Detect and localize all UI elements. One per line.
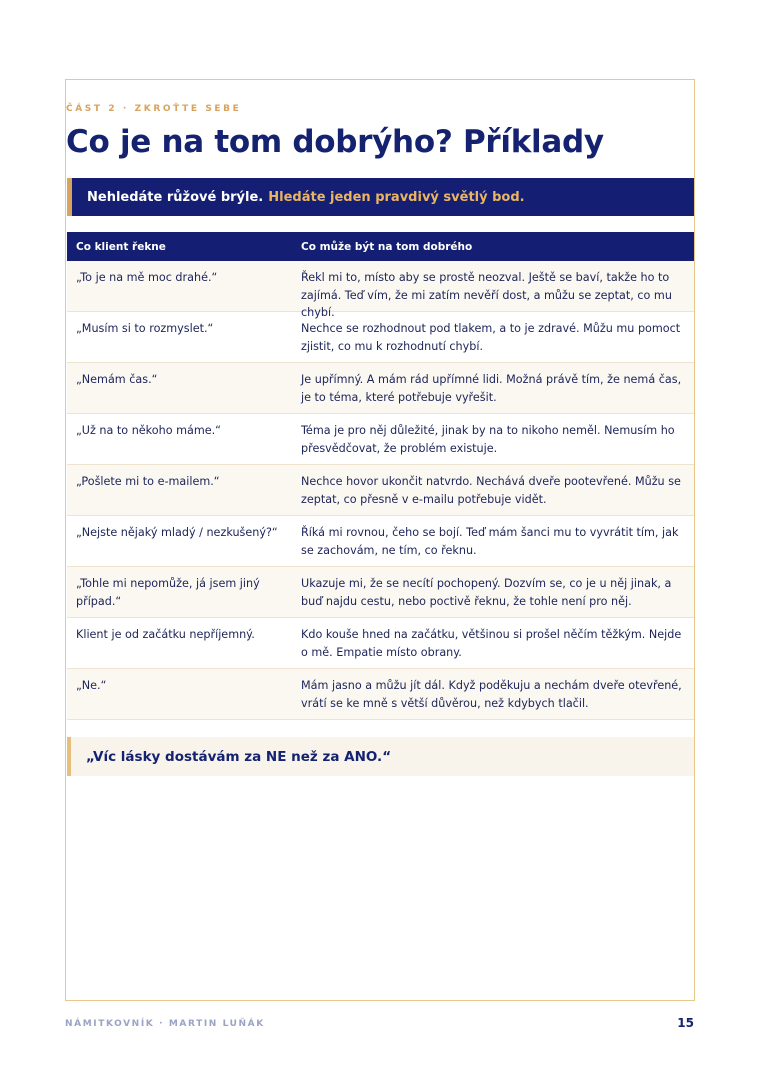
table-row <box>67 261 694 319</box>
what-is-good-cell: Nechce hovor ukončit natvrdo. Nechává dveře pootevřené. Můžu se zeptat, co přesně v e-mailu potřebuje vidět. <box>301 475 681 506</box>
what-is-good-cell: Je upřímný. A mám rád upřímné lidi. Možná právě tím, že nemá čas, je to téma, které potřebuje vyřešit. <box>301 373 682 404</box>
subtitle-banner <box>67 178 694 216</box>
client-says-cell: „Pošlete mi to e-mailem.“ <box>76 475 220 488</box>
footer-book-title: NÁMITKOVNÍK · MARTIN LUŇÁK <box>65 1019 265 1029</box>
what-is-good-cell: Kdo kouše hned na začátku, většinou si prošel něčím těžkým. Nejde o mě. Empatie místo obrany. <box>301 628 682 659</box>
what-is-good-cell: Ukazuje mi, že se necítí pochopený. Dozvím se, co je u něj jinak, a buď najdu cestu, nebo poctivě řeknu, že tohle není pro něj. <box>301 577 672 608</box>
table-row <box>67 363 694 414</box>
what-is-good-cell: Nechce se rozhodnout pod tlakem, a to je zdravé. Můžu mu pomoct zjistit, co mu k rozhodnutí chybí. <box>301 322 681 353</box>
client-says-cell: Klient je od začátku nepříjemný. <box>76 628 255 641</box>
section-eyebrow: ČÁST 2 · ZKROŤTE SEBE <box>66 104 242 114</box>
what-is-good-cell: Říká mi rovnou, čeho se bojí. Teď mám šanci mu to vyvrátit tím, jak se zachovám, ne tím, co řeknu. <box>301 526 679 557</box>
header-what-is-good: Co může být na tom dobrého <box>301 240 473 253</box>
client-says-cell: „Musím si to rozmyslet.“ <box>76 322 214 335</box>
table-row <box>67 465 694 516</box>
table-row <box>67 414 694 465</box>
examples-table <box>67 232 694 720</box>
client-says-cell: „Nejste nějaký mladý / nezkušený?“ <box>76 526 278 539</box>
page-number: 15 <box>677 1016 694 1030</box>
client-says-cell: „Už na to někoho máme.“ <box>76 424 221 437</box>
what-is-good-cell: Řekl mi to, místo aby se prostě neozval. Ještě se baví, takže ho to zajímá. Teď vím, že mi zatím nevěří dost, a můžu se zeptat, co mu chybí. <box>301 271 672 319</box>
table-row <box>67 618 694 669</box>
header-client-says: Co klient řekne <box>76 240 166 253</box>
closing-quote: „Víc lásky dostávám za NE než za ANO.“ <box>67 737 694 776</box>
client-says-cell: „To je na mě moc drahé.“ <box>76 271 218 284</box>
banner-lead: Nehledáte růžové brýle. <box>87 189 264 205</box>
client-says-cell: „Nemám čas.“ <box>76 373 158 386</box>
client-says-cell: „Ne.“ <box>76 679 107 692</box>
what-is-good-cell: Téma je pro něj důležité, jinak by na to nikoho neměl. Nemusím ho přesvědčovat, že problém existuje. <box>301 424 675 455</box>
table-row <box>67 669 694 720</box>
table-header <box>67 232 694 261</box>
table-row <box>67 312 694 363</box>
table-row <box>67 567 694 618</box>
client-says-cell: „Tohle mi nepomůže, já jsem jiný případ.“ <box>76 577 260 608</box>
banner-accent: Hledáte jeden pravdivý světlý bod. <box>268 189 525 205</box>
page-title: Co je na tom dobrýho? Příklady <box>66 124 604 160</box>
table-row <box>67 516 694 567</box>
what-is-good-cell: Mám jasno a můžu jít dál. Když poděkuju a nechám dveře otevřené, vrátí se ke mně s větší důvěrou, než kdybych tlačil. <box>301 679 682 710</box>
